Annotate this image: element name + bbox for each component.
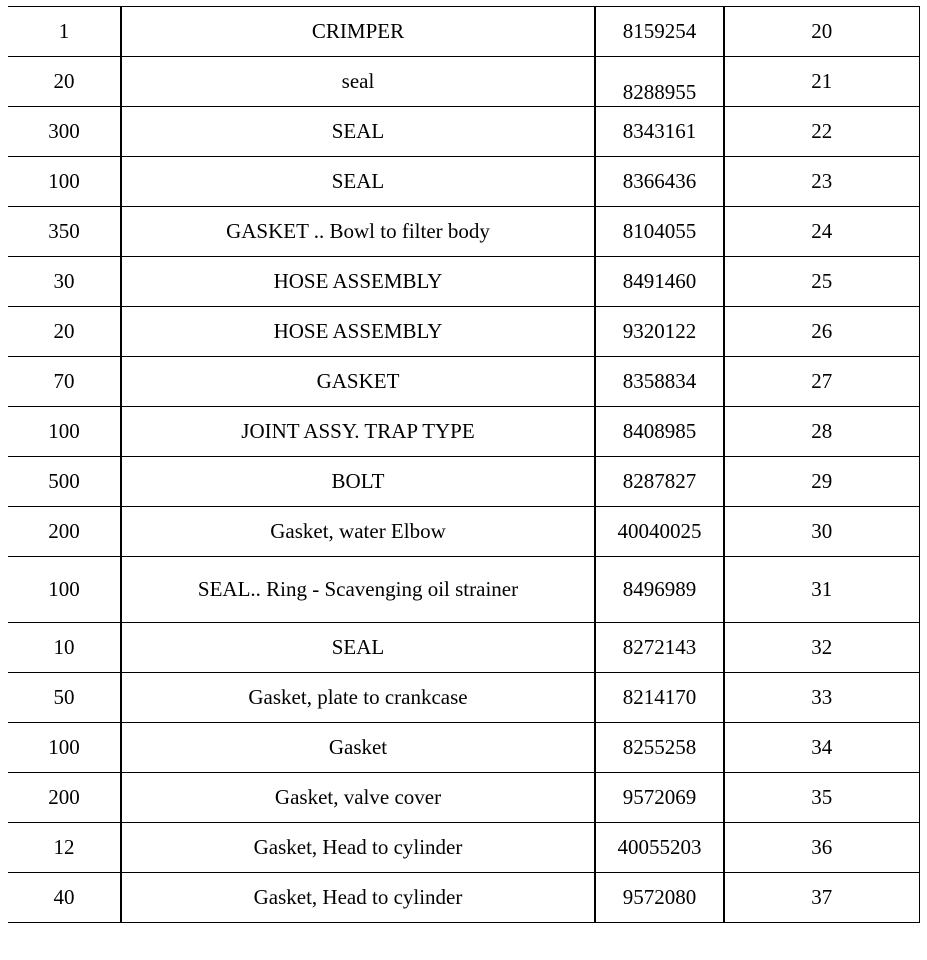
description-cell: Gasket, Head to cylinder [121, 823, 595, 873]
quantity-cell: 40 [8, 873, 121, 923]
quantity-cell: 200 [8, 773, 121, 823]
serial-number-cell: 35 [724, 773, 919, 823]
table-row [8, 257, 919, 307]
description-cell: SEAL.. Ring - Scavenging oil strainer [121, 557, 595, 623]
table-row [8, 157, 919, 207]
description-cell: BOLT [121, 457, 595, 507]
table-row [8, 207, 919, 257]
quantity-cell: 500 [8, 457, 121, 507]
quantity-cell: 12 [8, 823, 121, 873]
table-row [8, 107, 919, 157]
part-number-cell: 40040025 [595, 507, 724, 557]
serial-number-cell: 27 [724, 357, 919, 407]
serial-number-cell: 30 [724, 507, 919, 557]
part-number-cell: 8496989 [595, 557, 724, 623]
table-row [8, 773, 919, 823]
part-number-cell: 40055203 [595, 823, 724, 873]
table-row [8, 7, 919, 57]
serial-number-cell: 23 [724, 157, 919, 207]
quantity-cell: 10 [8, 623, 121, 673]
description-cell: SEAL [121, 157, 595, 207]
table-row [8, 723, 919, 773]
serial-number-cell: 29 [724, 457, 919, 507]
description-cell: JOINT ASSY. TRAP TYPE [121, 407, 595, 457]
quantity-cell: 350 [8, 207, 121, 257]
serial-number-cell: 20 [724, 7, 919, 57]
table-row [8, 307, 919, 357]
table-row [8, 557, 919, 623]
quantity-cell: 300 [8, 107, 121, 157]
part-number-cell: 8214170 [595, 673, 724, 723]
table-row [8, 357, 919, 407]
table-row [8, 873, 919, 923]
serial-number-cell: 33 [724, 673, 919, 723]
quantity-cell: 200 [8, 507, 121, 557]
quantity-cell: 100 [8, 407, 121, 457]
description-cell: SEAL [121, 107, 595, 157]
quantity-cell: 20 [8, 57, 121, 107]
description-cell: seal [121, 57, 595, 107]
part-number-cell: 8159254 [595, 7, 724, 57]
serial-number-cell: 21 [724, 57, 919, 107]
part-number-cell: 8288955 [595, 57, 724, 107]
description-cell: CRIMPER [121, 7, 595, 57]
table-row [8, 457, 919, 507]
description-cell: SEAL [121, 623, 595, 673]
part-number-cell: 8343161 [595, 107, 724, 157]
serial-number-cell: 31 [724, 557, 919, 623]
description-cell: Gasket, valve cover [121, 773, 595, 823]
part-number-cell: 9572069 [595, 773, 724, 823]
part-number-cell: 8491460 [595, 257, 724, 307]
quantity-cell: 50 [8, 673, 121, 723]
serial-number-cell: 26 [724, 307, 919, 357]
part-number-cell: 8272143 [595, 623, 724, 673]
serial-number-cell: 37 [724, 873, 919, 923]
description-cell: HOSE ASSEMBLY [121, 307, 595, 357]
serial-number-cell: 25 [724, 257, 919, 307]
table-row [8, 623, 919, 673]
part-number-cell: 8287827 [595, 457, 724, 507]
quantity-cell: 100 [8, 157, 121, 207]
part-number-cell: 8366436 [595, 157, 724, 207]
part-number-cell: 8408985 [595, 407, 724, 457]
serial-number-cell: 22 [724, 107, 919, 157]
table-row [8, 407, 919, 457]
parts-table-body [8, 7, 919, 923]
serial-number-cell: 28 [724, 407, 919, 457]
table-row [8, 57, 919, 107]
table-row [8, 673, 919, 723]
parts-table [8, 6, 920, 923]
part-number-cell: 8255258 [595, 723, 724, 773]
description-cell: HOSE ASSEMBLY [121, 257, 595, 307]
quantity-cell: 1 [8, 7, 121, 57]
serial-number-cell: 24 [724, 207, 919, 257]
serial-number-cell: 36 [724, 823, 919, 873]
description-cell: Gasket, plate to crankcase [121, 673, 595, 723]
table-row [8, 823, 919, 873]
part-number-cell: 9320122 [595, 307, 724, 357]
description-cell: GASKET [121, 357, 595, 407]
quantity-cell: 100 [8, 557, 121, 623]
description-cell: Gasket, water Elbow [121, 507, 595, 557]
part-number-cell: 8358834 [595, 357, 724, 407]
quantity-cell: 100 [8, 723, 121, 773]
serial-number-cell: 34 [724, 723, 919, 773]
table-row [8, 507, 919, 557]
quantity-cell: 20 [8, 307, 121, 357]
quantity-cell: 30 [8, 257, 121, 307]
description-cell: GASKET .. Bowl to filter body [121, 207, 595, 257]
description-cell: Gasket, Head to cylinder [121, 873, 595, 923]
part-number-cell: 9572080 [595, 873, 724, 923]
part-number-cell: 8104055 [595, 207, 724, 257]
serial-number-cell: 32 [724, 623, 919, 673]
description-cell: Gasket [121, 723, 595, 773]
quantity-cell: 70 [8, 357, 121, 407]
